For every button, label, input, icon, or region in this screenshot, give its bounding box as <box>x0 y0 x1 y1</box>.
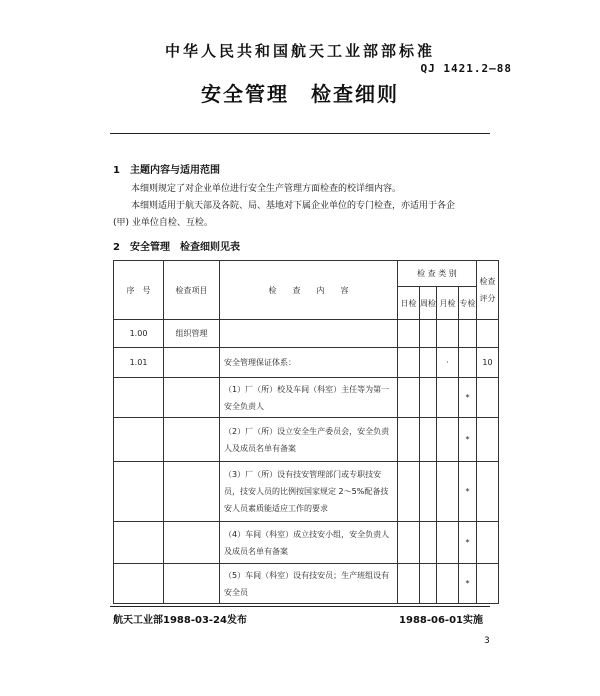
row-item <box>164 378 220 418</box>
row-seq <box>114 378 164 418</box>
row-item <box>164 418 220 462</box>
row-daily <box>398 378 420 418</box>
row-daily <box>398 522 420 564</box>
row-content: （1）厂（所）校及车间（科室）主任等为第一安全负责人 <box>220 378 398 418</box>
row-monthly <box>437 564 459 604</box>
section-1-paragraph-2-line-2: (甲) 业单位自检、互检。 <box>113 218 213 228</box>
header-cat-daily: 日检 <box>398 287 420 320</box>
row-score: 10 <box>477 348 499 378</box>
row-monthly <box>437 462 459 522</box>
table-row <box>114 522 499 564</box>
document-title: 安全管理 检查细则 <box>201 82 399 106</box>
row-seq <box>114 462 164 522</box>
table-row <box>114 378 499 418</box>
row-seq <box>114 522 164 564</box>
header-category: 检 查 类 别 <box>398 261 477 287</box>
row-special <box>459 320 477 348</box>
row-weekly <box>420 378 437 418</box>
row-daily <box>398 418 420 462</box>
table-row <box>114 462 499 522</box>
row-score <box>477 462 499 522</box>
header-item: 检查项目 <box>164 261 220 320</box>
row-content: （5）车间（科室）设有技安员；生产班组设有安全员 <box>220 564 398 604</box>
header-score: 检查评分 <box>477 261 499 320</box>
row-weekly <box>420 348 437 378</box>
row-item: 组织管理 <box>164 320 220 348</box>
section-2-heading: 2 安全管理 检查细则见表 <box>113 242 240 253</box>
effective-date: 1988-06-01实施 <box>399 615 483 626</box>
row-daily <box>398 462 420 522</box>
row-score <box>477 378 499 418</box>
header-cat-weekly: 周检 <box>420 287 437 320</box>
row-special: * <box>459 418 477 462</box>
standard-code: QJ 1421.2—88 <box>420 62 512 75</box>
row-content: （2）厂（所）设立安全生产委员会，安全负责人及成员名单有备案 <box>220 418 398 462</box>
row-daily <box>398 348 420 378</box>
header-content: 检 查 内 容 <box>220 261 398 320</box>
row-score <box>477 522 499 564</box>
row-weekly <box>420 320 437 348</box>
row-item <box>164 462 220 522</box>
row-weekly <box>420 418 437 462</box>
issuer-title: 中华人民共和国航天工业部部标准 <box>164 42 435 60</box>
table-row <box>114 564 499 604</box>
row-monthly: · <box>437 348 459 378</box>
row-special: * <box>459 378 477 418</box>
issued-date: 航天工业部1988-03-24发布 <box>113 615 247 626</box>
row-weekly <box>420 462 437 522</box>
row-monthly <box>437 418 459 462</box>
row-monthly <box>437 378 459 418</box>
row-special <box>459 348 477 378</box>
inspection-table <box>113 260 499 604</box>
section-1-heading: 1 主题内容与适用范围 <box>113 165 220 176</box>
row-score <box>477 418 499 462</box>
row-seq <box>114 564 164 604</box>
row-monthly <box>437 522 459 564</box>
row-special: * <box>459 564 477 604</box>
footer-divider <box>110 606 490 607</box>
row-special: * <box>459 462 477 522</box>
header-cat-monthly: 月检 <box>437 287 459 320</box>
row-item <box>164 522 220 564</box>
row-content: 安全管理保证体系： <box>220 348 398 378</box>
section-1-paragraph-2-line-1: 本细则适用于航天部及各院、局、基地对下属企业单位的专门检查，亦适用于各企 <box>131 201 456 211</box>
page-number: 3 <box>484 636 490 646</box>
row-weekly <box>420 564 437 604</box>
row-weekly <box>420 522 437 564</box>
row-score <box>477 564 499 604</box>
row-seq <box>114 418 164 462</box>
table-row <box>114 348 499 378</box>
row-seq: 1.00 <box>114 320 164 348</box>
row-content <box>220 320 398 348</box>
header-seq: 序 号 <box>114 261 164 320</box>
row-score <box>477 320 499 348</box>
table-row <box>114 320 499 348</box>
header-divider <box>110 133 490 134</box>
row-monthly <box>437 320 459 348</box>
row-item <box>164 348 220 378</box>
row-daily <box>398 564 420 604</box>
row-daily <box>398 320 420 348</box>
row-content: （3）厂（所）设有技安管理部门或专职技安员，技安人员的比例按国家规定 2～5%配备技安人员素质能适应工作的要求 <box>220 462 398 522</box>
section-1-paragraph-1: 本细则规定了对企业单位进行安全生产管理方面检查的校详细内容。 <box>131 184 402 194</box>
row-item <box>164 564 220 604</box>
row-special: * <box>459 522 477 564</box>
header-cat-special: 专检 <box>459 287 477 320</box>
table-row <box>114 418 499 462</box>
row-content: （4）车间（科室）成立技安小组，安全负责人及成员名单有备案 <box>220 522 398 564</box>
row-seq: 1.01 <box>114 348 164 378</box>
